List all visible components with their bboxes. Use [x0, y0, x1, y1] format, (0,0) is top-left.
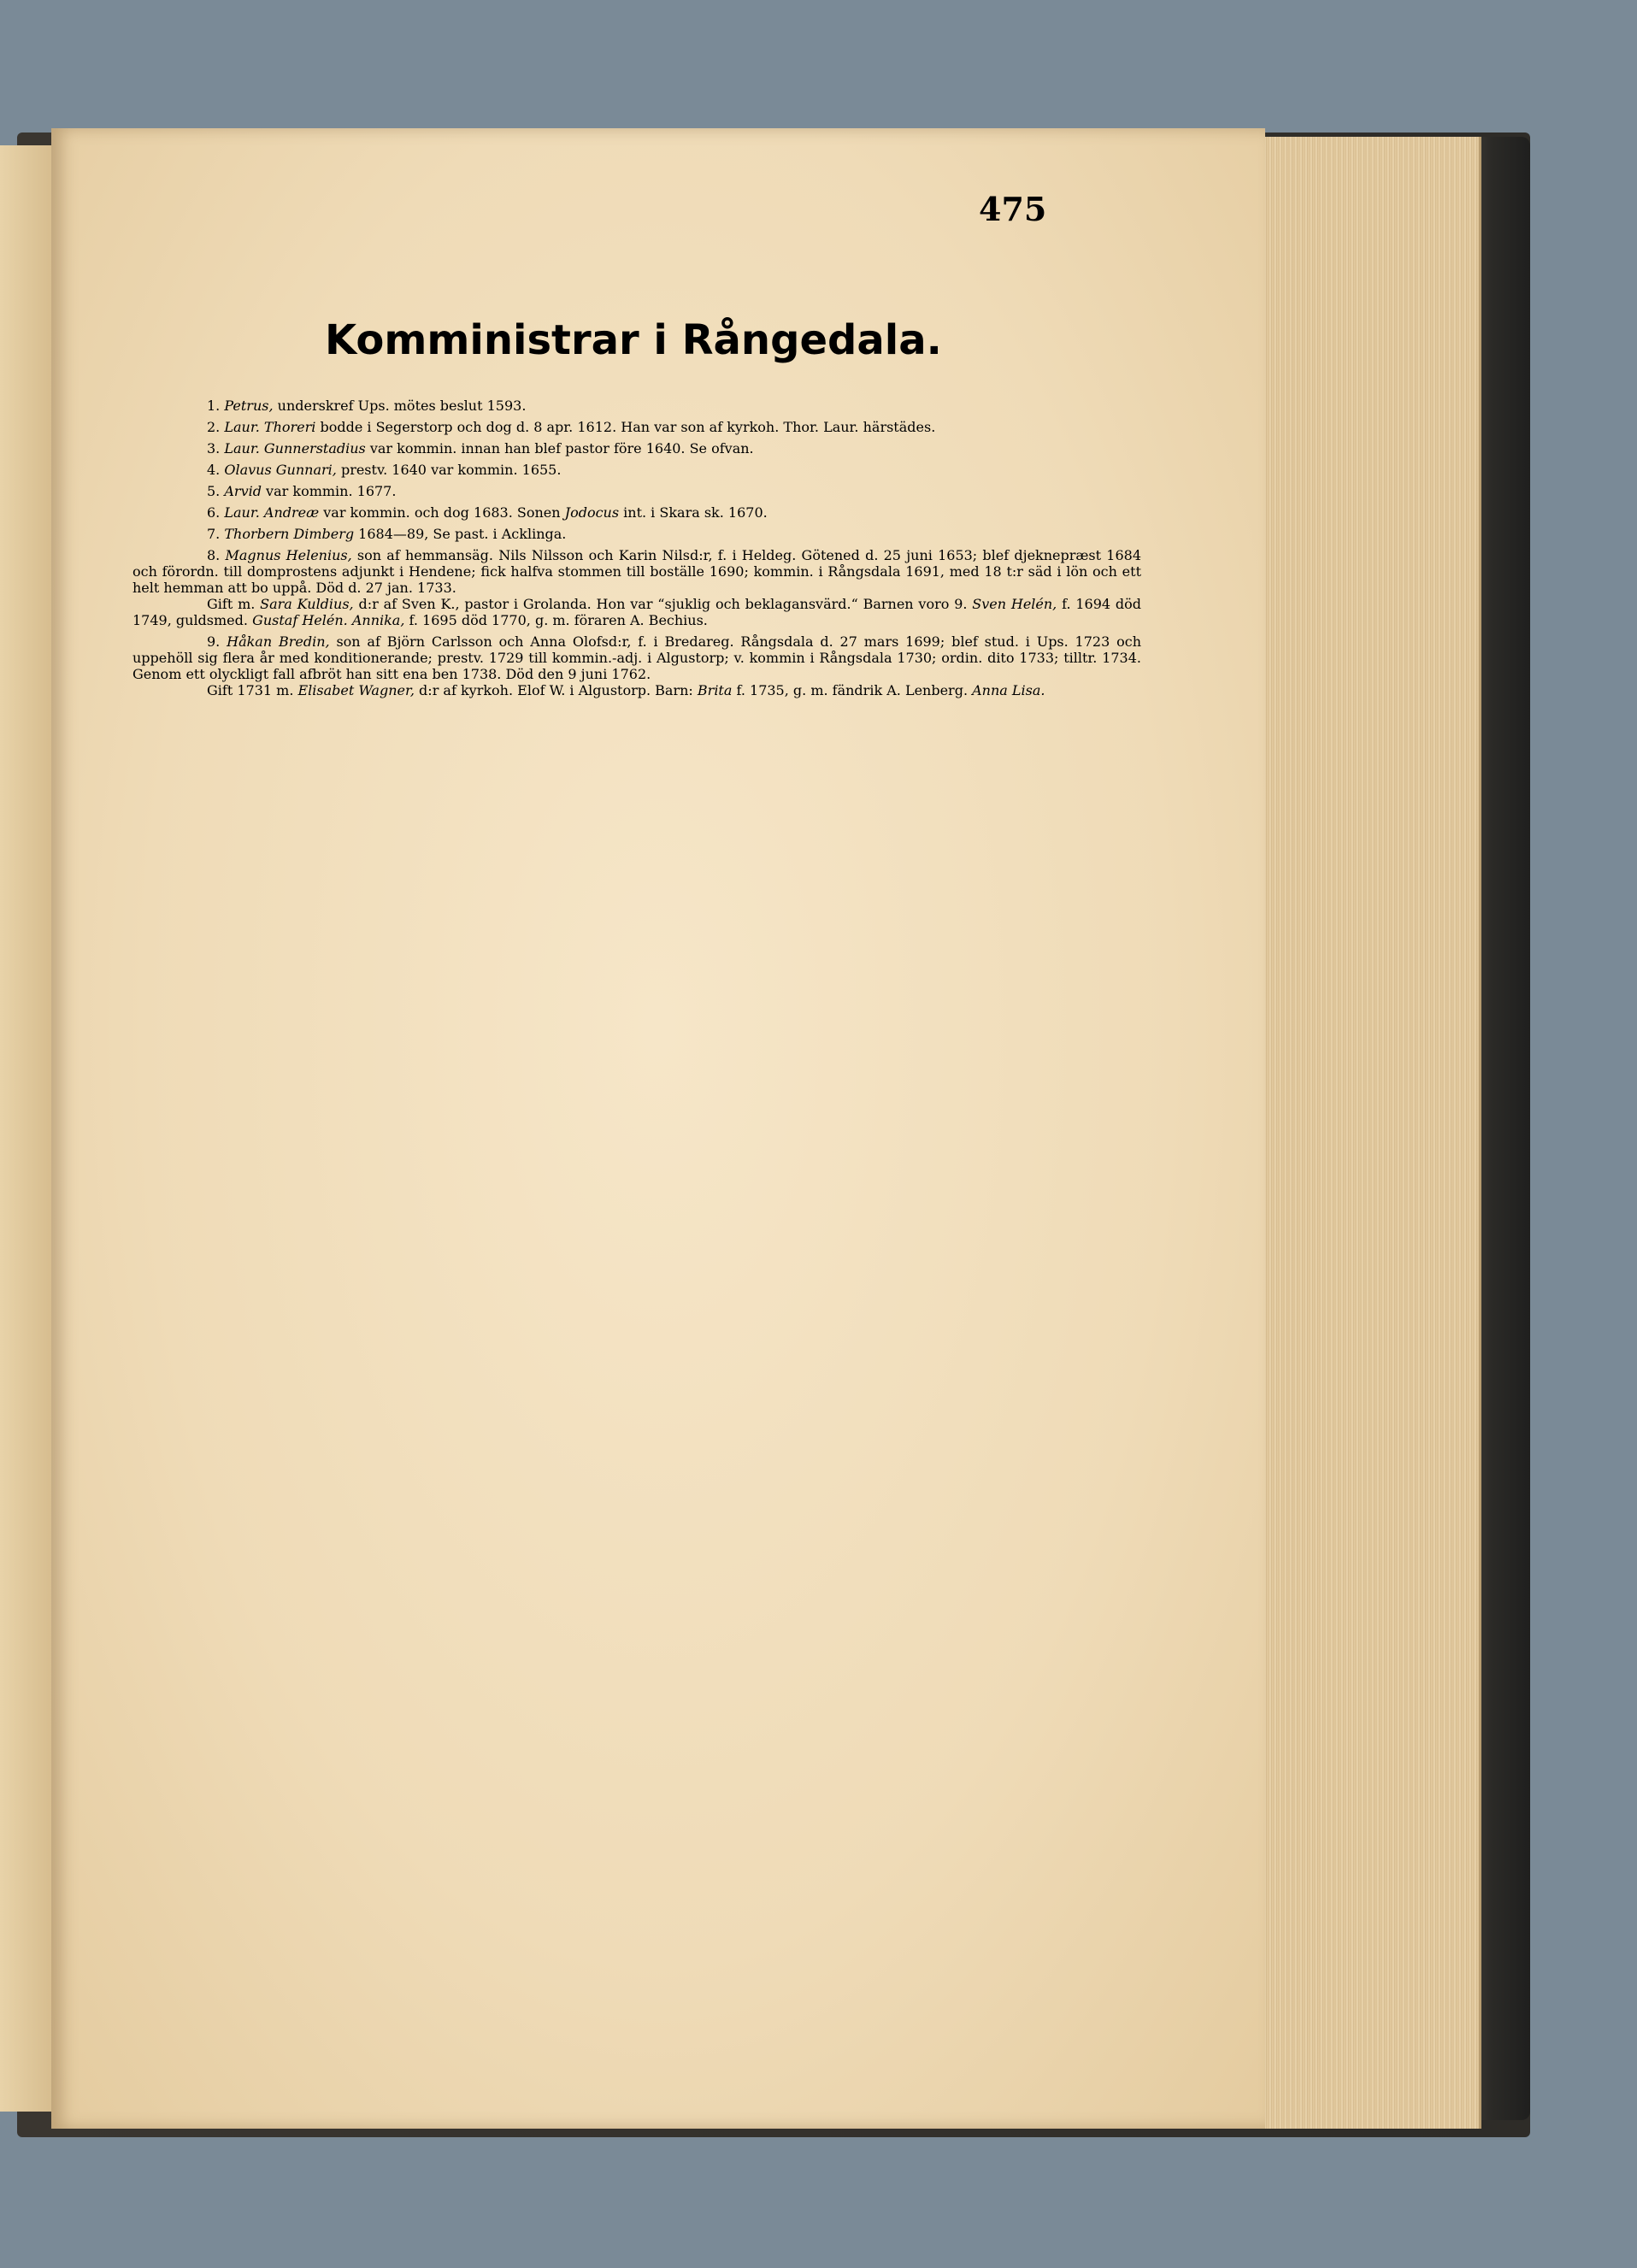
- entry-number: 5.: [207, 483, 221, 499]
- entry-name: Magnus Helenius,: [225, 547, 352, 563]
- entry-name: Petrus,: [224, 398, 274, 414]
- entry-name: Olavus Gunnari,: [224, 462, 337, 478]
- entry-number: 2.: [207, 419, 221, 435]
- entry-6: [132, 504, 1141, 521]
- right-page: [51, 128, 1265, 2129]
- entry-text-secondary: int. i Skara sk. 1670.: [619, 504, 768, 521]
- book: [0, 128, 1530, 2137]
- entry-number: 7.: [207, 526, 221, 542]
- spouse-name: Sara Kuldius,: [260, 596, 354, 612]
- entry-name-secondary: Jodocus: [564, 504, 620, 521]
- entry-text: underskref Ups. mötes beslut 1593.: [273, 398, 527, 414]
- gift-text: Gift 1731 m.: [207, 682, 298, 698]
- entry-number: 1.: [207, 398, 221, 414]
- gift-text: d:r af kyrkoh. Elof W. i Algustorp. Barn:: [414, 682, 698, 698]
- child-name: Sven Helén,: [972, 596, 1057, 612]
- gift-text: f. 1735, g. m. fändrik A. Lenberg.: [732, 682, 973, 698]
- entry-text: var kommin. och dog 1683. Sonen: [319, 504, 565, 521]
- child-name: Brita: [697, 682, 733, 698]
- entry-text: son af hemmansäg. Nils Nilsson och Karin Nilsd:r, f. i Heldeg. Götened d. 25 juni 1653; blef djeknepræst 1684 och förordn. till domprostens adjunkt i Hendene; fick halfva stommen till boställe 1690; kommin. i Rångsdala 1691, med 18 t:r säd i lön och ett helt hemman att bo uppå. Död d. 27 jan. 1733.: [132, 547, 1141, 596]
- page-number: 475: [979, 190, 1047, 228]
- child-name: Gustaf Helén.: [252, 612, 348, 628]
- entry-text: prestv. 1640 var kommin. 1655.: [336, 462, 562, 478]
- entry-text: var kommin. 1677.: [261, 483, 397, 499]
- entry-number: 4.: [207, 462, 221, 478]
- page-title: Komministrar i Rångedala.: [325, 316, 942, 364]
- entry-name: Thorbern Dimberg: [224, 526, 355, 542]
- entry-name: Laur. Gunnerstadius: [224, 440, 366, 457]
- entry-number: 3.: [207, 440, 221, 457]
- marriage-paragraph: [132, 682, 1141, 698]
- entry-text: 1684—89, Se past. i Acklinga.: [354, 526, 567, 542]
- entry-4: [132, 462, 1141, 478]
- entry-number: 9.: [207, 633, 221, 650]
- entry-9: [132, 633, 1141, 698]
- gift-text: d:r af Sven K., pastor i Grolanda. Hon var “sjuklig och beklagansvärd.“ Barnen voro 9.: [353, 596, 973, 612]
- entry-name: Laur. Andreæ: [224, 504, 320, 521]
- spouse-name: Elisabet Wagner,: [297, 682, 415, 698]
- entry-text: var kommin. innan han blef pastor före 1640. Se ofvan.: [365, 440, 754, 457]
- entry-name: Laur. Thoreri: [224, 419, 316, 435]
- gift-text: Gift m.: [207, 596, 261, 612]
- entry-8: [132, 547, 1141, 628]
- entry-5: [132, 483, 1141, 499]
- entry-name: Håkan Bredin,: [227, 633, 330, 650]
- entry-number: 8.: [207, 547, 221, 563]
- gift-text: f. 1694 död 1749, guldsmed.: [132, 596, 1142, 628]
- entry-3: [132, 440, 1141, 457]
- entry-7: [132, 526, 1141, 542]
- entry-text: bodde i Segerstorp och dog d. 8 apr. 1612. Han var son af kyrkoh. Thor. Laur. härstädes.: [315, 419, 936, 435]
- entry-number: 6.: [207, 504, 221, 521]
- child-name: Annika,: [351, 612, 405, 628]
- gift-text: f. 1695 död 1770, g. m. föraren A. Bechius.: [404, 612, 708, 628]
- entry-name: Arvid: [224, 483, 262, 499]
- entry-text: son af Björn Carlsson och Anna Olofsd:r, f. i Bredareg. Rångsdala d. 27 mars 1699; blef stud. i Ups. 1723 och uppehöll sig flera år med konditionerande; prestv. 1729 till kommin.-adj. i Algustorp; v. kommin i Rångsdala 1730; ordin. dito 1733; tilltr. 1734. Genom ett olyckligt fall afbröt han sitt ena ben 1738. Död den 9 juni 1762.: [132, 633, 1142, 682]
- entry-1: [132, 398, 1141, 414]
- marriage-paragraph: [132, 596, 1141, 628]
- entry-list: [132, 398, 1141, 702]
- entry-2: [132, 419, 1141, 435]
- child-name: Anna Lisa.: [972, 682, 1045, 698]
- page-block-edges: [1257, 137, 1481, 2129]
